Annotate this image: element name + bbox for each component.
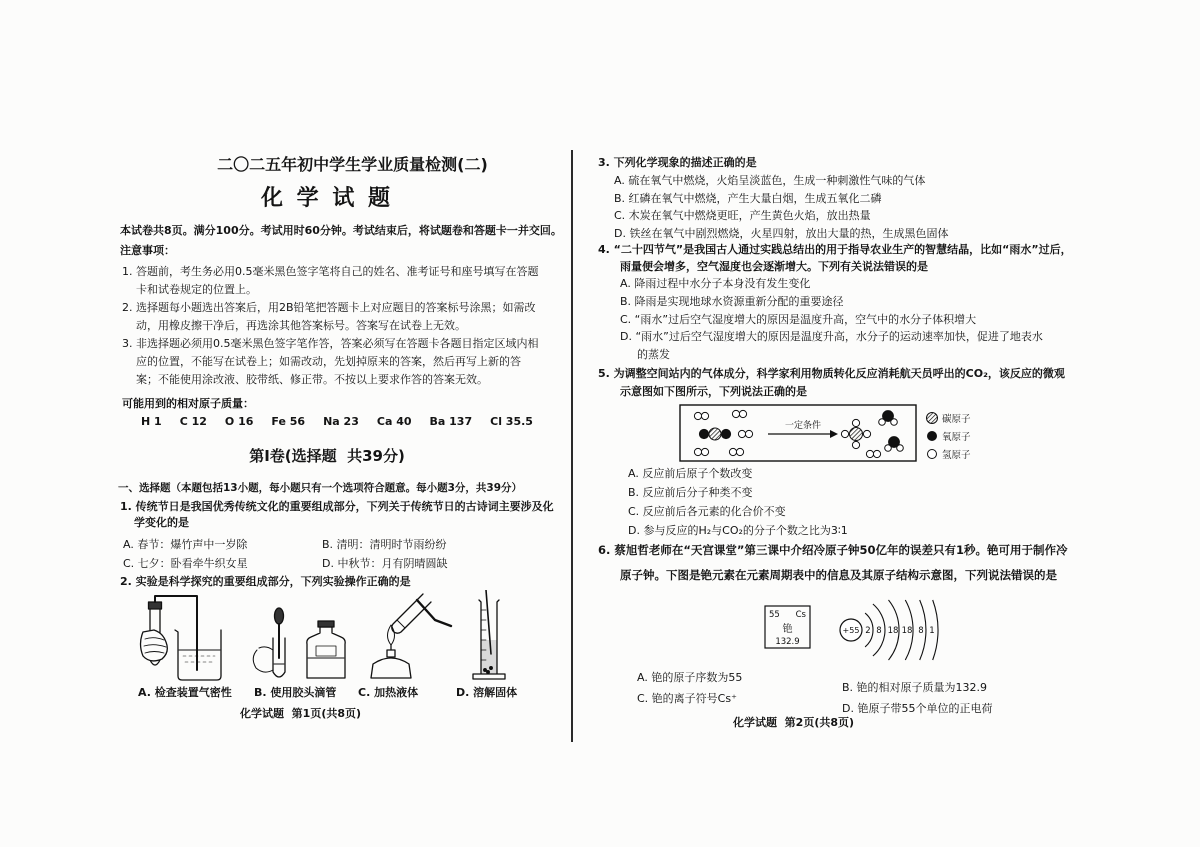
dropper-bulb [275,608,284,624]
cesium-figure [760,598,1010,666]
atomic-number: 55 [769,610,780,620]
reactants [694,410,752,455]
reaction-diagram [678,400,1000,466]
atomic-mass-list [141,413,533,431]
hydrogen-molecule [729,448,743,455]
water-ripple [183,656,215,662]
subject-title: 化 学 试 题 [261,186,393,211]
atomic-mass-item: Fe 56 [271,415,306,428]
legend [927,413,972,462]
hydrogen-molecule [694,412,708,419]
atomic-mass-item: H 1 [141,415,162,428]
atomic-mass-item: O 16 [224,415,254,428]
question-4-options [620,275,1050,364]
water-molecule [885,437,904,452]
products [841,411,903,458]
atomic-mass-item: Cl 35.5 [490,415,533,428]
option-a: A. 反应前后原子个数改变 [628,467,753,480]
legend-hydrogen-swatch [928,450,937,459]
option-a: A. 铯的原子序数为55 [637,671,743,684]
solid-particle [487,671,490,674]
shell-electron-count: 18 [901,626,913,636]
option-b: B. 红磷在氧气中燃烧，产生大量白烟，生成五氧化二磷 [614,191,882,205]
apparatus-a [141,596,222,680]
bottle-label [316,646,336,656]
shell-electron-count: 2 [865,626,871,636]
question-3-stem: 3. 下列化学现象的描述正确的是 [598,156,757,169]
periodic-table-cell [765,606,810,648]
option-d: D. “雨水”过后空气湿度增大的原因是温度升高，水分子的运动速率加快，促进了地表水的蒸发 [620,330,1043,362]
heated-liquid [397,620,405,628]
hydrogen-molecule [866,450,880,457]
atomic-mass-heading: 可能用到的相对原子质量： [122,397,254,410]
element-name: 铯 [782,624,793,635]
apparatus-b [253,608,345,678]
question-4-stem: 4. “二十四节气”是我国古人通过实践总结出的用于指导农业生产的智慧结晶，比如“雨水”过后，雨量便会增多，空气湿度也会逐渐增大。下列有关说法错误的是 [598,243,1072,273]
page-divider [571,150,573,742]
shell-electron-count: 8 [876,626,882,636]
element-symbol: Cs [795,610,806,620]
apparatus-c [371,594,451,678]
option-d: D. 中秋节：月有阴晴圆缺 [322,557,448,570]
exam-title: 二〇二五年初中学生学业质量检测(二) [217,155,488,174]
hydrogen-molecule [738,430,752,437]
alcohol-lamp [371,658,411,678]
legend-hydrogen-label: 氢原子 [942,450,971,461]
caption-b: B. 使用胶头滴管 [254,686,337,699]
notice-item: 3. 非选择题必须用0.5毫米黑色签字笔作答，答案必须写在答题卡各题目指定区域内相应的位置，不能写在试卷上；如需改动，先划掉原来的答案，然后再写上新的答案；不能使用涂改液、胶带纸、修正带。不按以上要求作答的答案无效。 [122,337,539,386]
question-5-options [628,464,1048,540]
caption-d: D. 溶解固体 [456,686,518,699]
option-c: C. 反应前后各元素的化合价不变 [628,505,786,518]
question-1-stem: 1. 传统节日是我国优秀传统文化的重要组成部分，下列关于传统节日的古诗词主要涉及化学变化的是 [120,500,554,529]
question-3-options [614,172,1050,243]
notice-item: 2. 选择题每小题选出答案后，用2B铅笔把答题卡上对应题目的答案标号涂黑；如需改动，用橡皮擦干净后，再选涂其他答案标号。答案写在试卷上无效。 [122,301,536,332]
option-a: A. 春节：爆竹声中一岁除 [123,538,248,551]
atomic-mass-item: Ba 137 [429,415,473,428]
option-c: C. 七夕：卧看牵牛织女星 [123,557,248,570]
reaction-condition: 一定条件 [784,421,822,431]
hydrogen-molecule [732,410,746,417]
option-c: C. 木炭在氧气中燃烧更旺，产生黄色火焰，放出热量 [614,209,871,223]
option-a: A. 硫在氧气中燃烧，火焰呈淡蓝色，生成一种刺激性气味的气体 [614,174,926,187]
atomic-mass-item: C 12 [179,415,207,428]
notice-item: 1. 答题前，考生务必用0.5毫米黑色签字笔将自己的姓名、准考证号和座号填写在答题卡和试卷规定的位置上。 [122,265,539,296]
question-2-figure [135,590,530,684]
hand-shape [253,647,273,672]
page-footer-1: 化学试题 第1页(共8页) [240,707,362,720]
shell-electron-count: 8 [918,626,924,636]
legend-oxygen-swatch [927,431,937,441]
atomic-mass: 132.9 [775,637,800,647]
apparatus-d [473,590,505,679]
exam-intro: 本试卷共8页。满分100分。考试用时60分钟。考试结束后，将试题卷和答题卡一并交回。 [120,224,562,237]
atomic-mass-item: Ca 40 [376,415,412,428]
flame [388,625,395,645]
section-title: 第Ⅰ卷(选择题 共39分) [249,447,405,465]
tilted-test-tube [392,594,431,633]
shell-electron-count: 1 [929,626,935,636]
question-1-options [123,535,535,573]
section-instructions: 一、选择题（本题包括13小题，每小题只有一个选项符合题意。每小题3分，共39分） [118,482,523,494]
lamp-neck [387,650,395,657]
solid-particle [490,667,493,670]
option-b: B. 反应前后分子种类不变 [628,486,753,499]
caption-c: C. 加热液体 [358,686,419,699]
hydrogen-molecule [694,448,708,455]
option-c: C. “雨水”过后空气湿度增大的原因是温度升高，空气中的水分子体积增大 [620,312,977,326]
shell-electron-count: 18 [887,626,899,636]
notice-list [122,263,540,389]
carbon-dioxide-molecule [699,428,730,440]
caption-a: A. 检查装置气密性 [138,686,232,699]
bottle-stopper [318,621,334,627]
atomic-structure-diagram [840,600,938,660]
legend-oxygen-label: 氧原子 [942,432,971,443]
notice-heading: 注意事项： [120,244,175,257]
water-molecule [879,411,898,426]
question-2-stem: 2. 实验是科学探究的重要组成部分，下列实验操作正确的是 [120,575,411,588]
nuclear-charge: +55 [842,626,860,635]
solid-particle [484,669,487,672]
legend-carbon-swatch [927,413,938,424]
page-footer-2: 化学试题 第2页(共8页) [733,716,855,729]
option-d: D. 铯原子带55个单位的正电荷 [842,702,993,715]
option-b: B. 清明：清明时节雨纷纷 [322,538,447,551]
reagent-bottle [307,627,345,678]
tube-holder [417,600,451,626]
option-b: B. 铯的相对原子质量为132.9 [842,681,988,694]
option-a: A. 降雨过程中水分子本身没有发生变化 [620,277,811,290]
atomic-mass-item: Na 23 [323,415,359,428]
legend-carbon-label: 碳原子 [942,414,971,425]
option-b: B. 降雨是实现地球水资源重新分配的重要途径 [620,294,844,308]
reaction-arrow [768,430,838,438]
option-c: C. 铯的离子符号Cs⁺ [637,692,737,705]
methane-molecule [841,419,870,448]
question-5-stem: 5. 为调整空间站内的气体成分，科学家利用物质转化反应消耗航天员呼出的CO₂，该反应的微观示意图如下图所示，下列说法正确的是 [598,367,1065,398]
rubber-stopper [149,602,162,609]
question-6-stem: 6. 蔡旭哲老师在“天宫课堂”第三课中介绍冷原子钟50亿年的误差只有1秒。铯可用于制作冷原子钟。下图是铯元素在元素周期表中的信息及其原子结构示意图，下列说法错误的是 [598,543,1068,582]
option-d: D. 铁丝在氧气中剧烈燃烧，火星四射，放出大量的热，生成黑色固体 [614,227,949,241]
option-d: D. 参与反应的H₂与CO₂的分子个数之比为3∶1 [628,524,848,537]
